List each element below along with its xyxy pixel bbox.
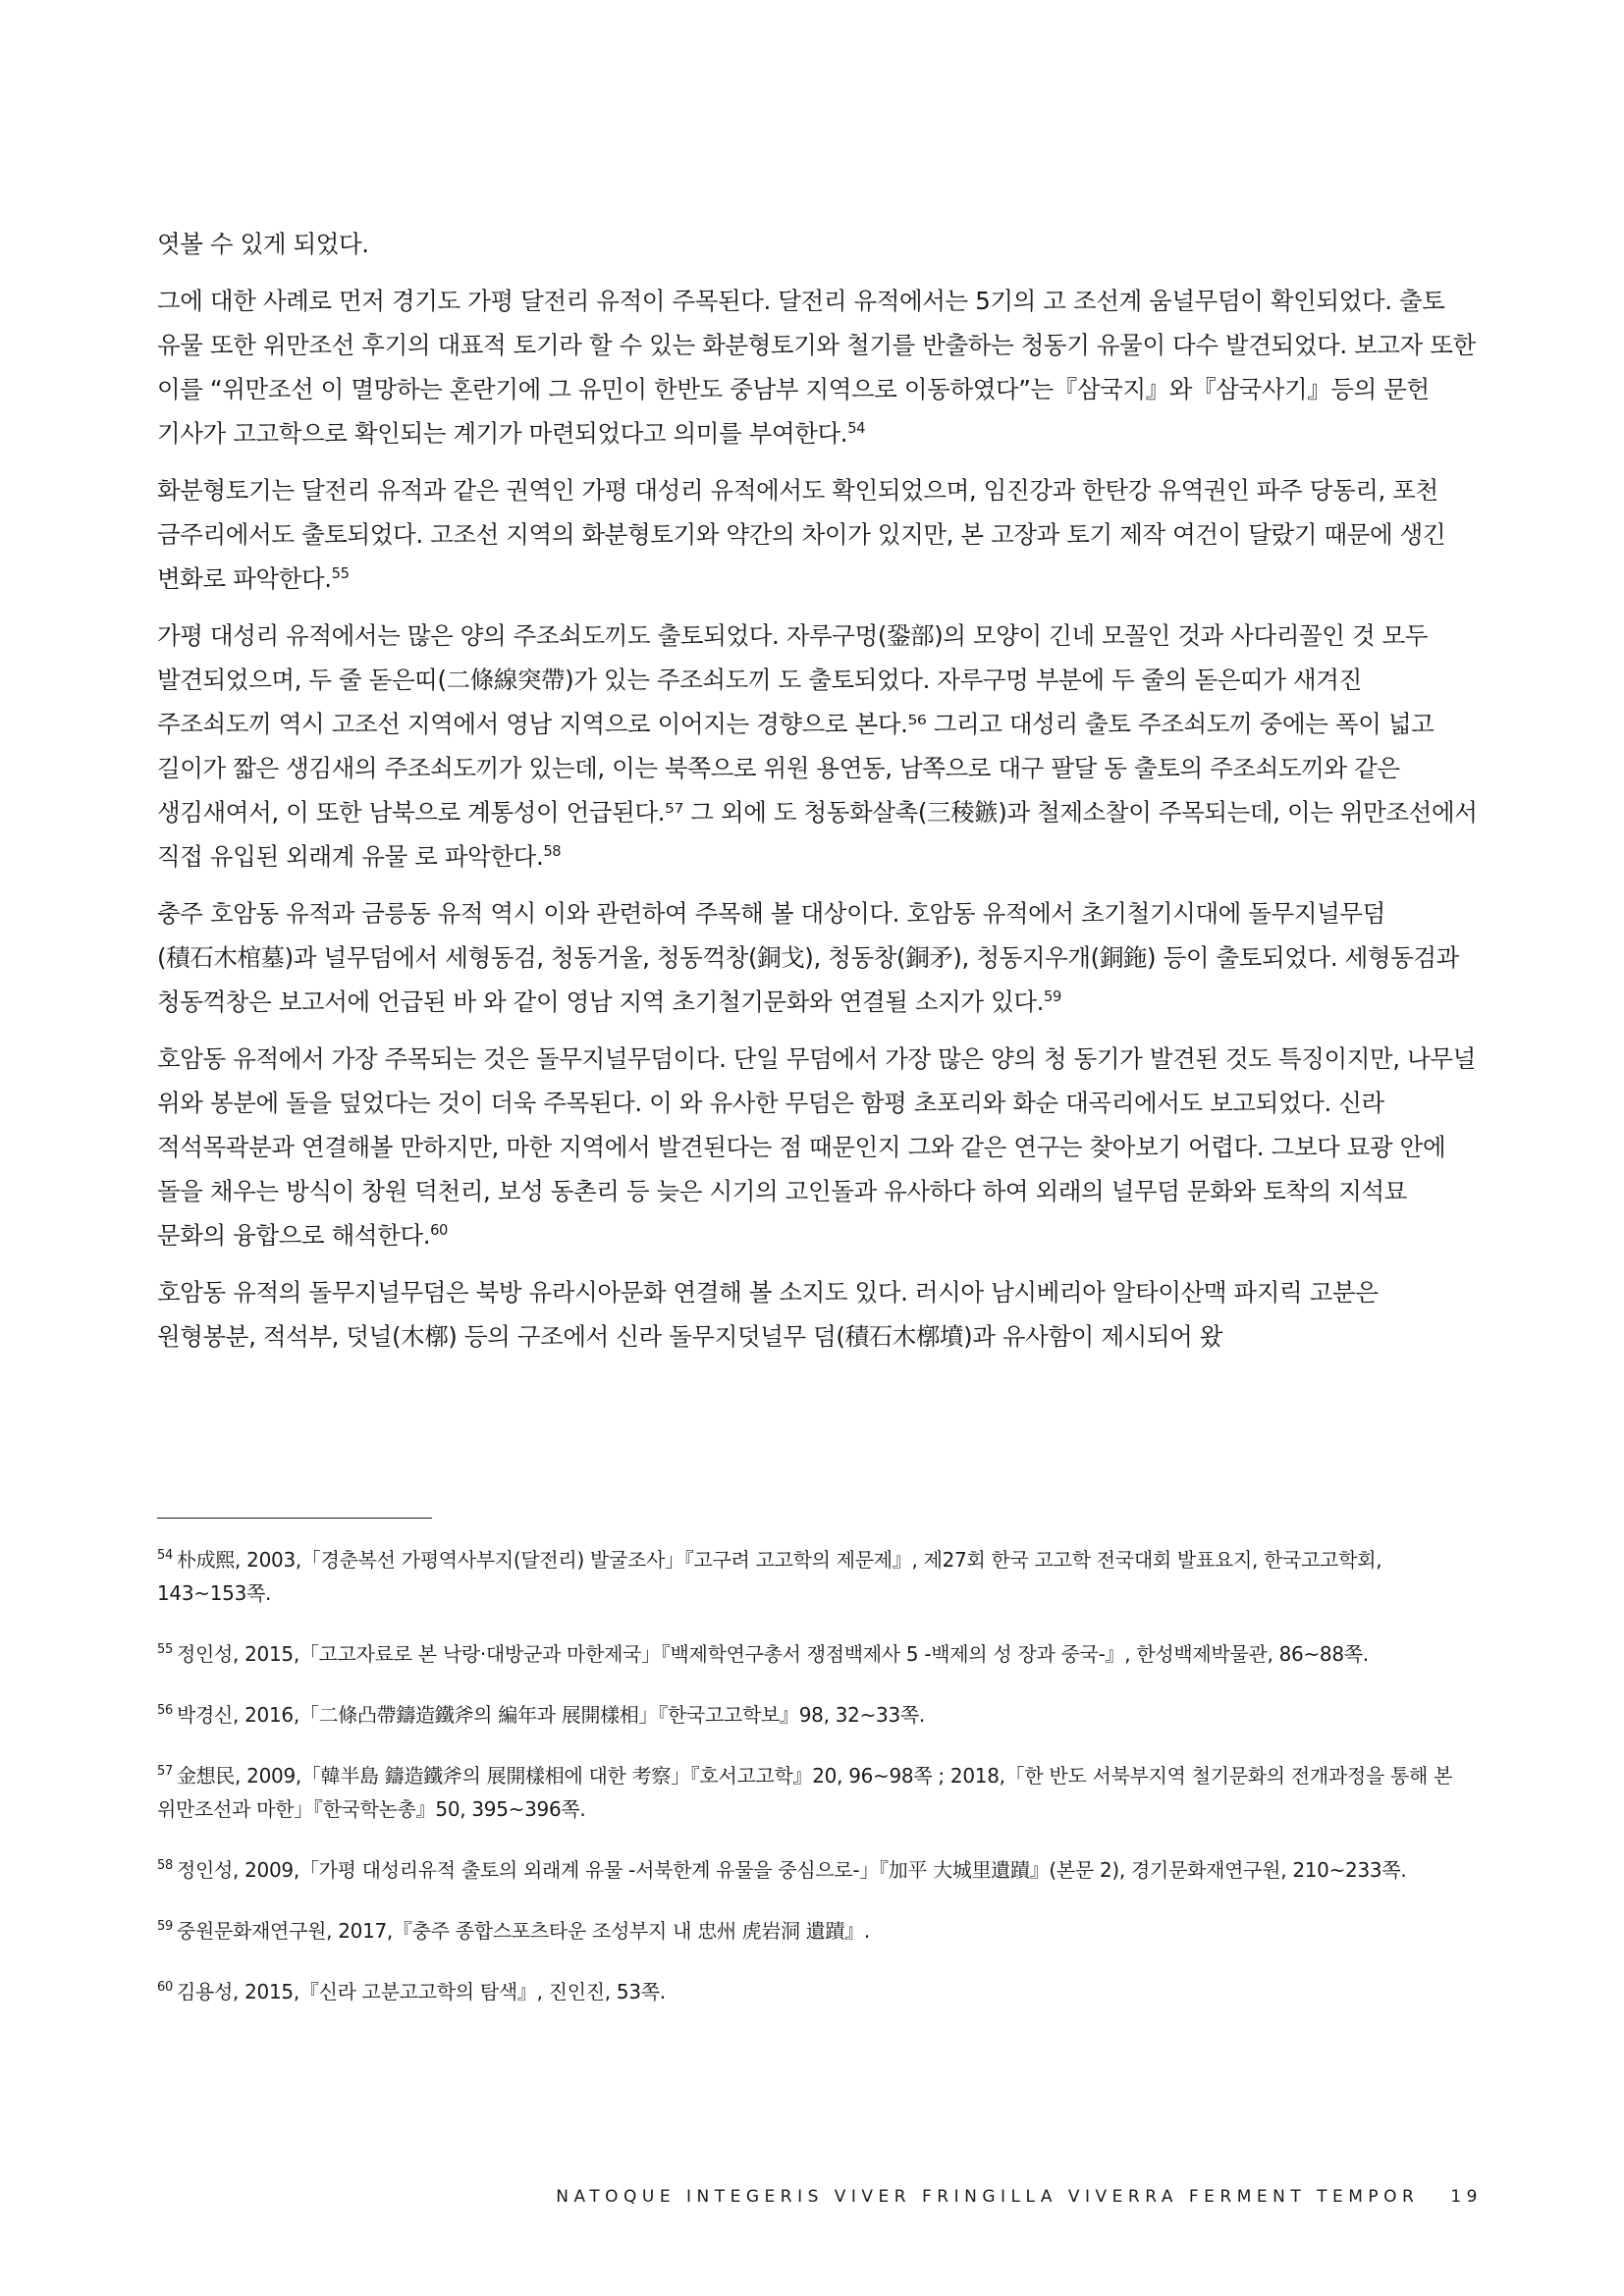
- footnote-number: 58: [157, 1858, 173, 1874]
- paragraph: 호암동 유적의 돌무지널무덤은 북방 유라시아문화 연결해 볼 소지도 있다. 러시아 남시베리아 알타이산맥 파지릭 고분은 원형봉분, 적석부, 덧널(木槨) 등의 구조에서 신라 돌무지덧널무 덤(積石木槨墳)과 유사함이 제시되어 왔: [157, 1278, 1379, 1351]
- footnote-number: 60: [157, 1980, 173, 1996]
- footnote-number: 54: [157, 1548, 173, 1564]
- paragraph: 엿볼 수 있게 되었다.: [157, 230, 369, 258]
- footnote-ref[interactable]: 58: [543, 842, 562, 860]
- footnote-ref[interactable]: 55: [331, 564, 350, 582]
- footnote-divider: [157, 1518, 432, 1519]
- footnote-ref[interactable]: 54: [847, 419, 866, 437]
- footnote-text: 박경신, 2016,「二條凸帶鑄造鐵斧의 編年과 展開樣相」『한국고고학보』98, 32~33쪽.: [176, 1703, 925, 1727]
- paragraph: 화분형토기는 달전리 유적과 같은 권역인 가평 대성리 유적에서도 확인되었으며, 임진강과 한탄강 유역권인 파주 당동리, 포천 금주리에서도 출토되었다. 고조선 지역의 화분형토기와 약간의 차이가 있지만, 본 고장과 토기 제작 여건이 달랐기 때문에 생긴 변화로 파악한다.$^{55}$: [157, 476, 1446, 593]
- footnote-text: 김용성, 2015,『신라 고분고고학의 탐색』, 진인진, 53쪽.: [176, 1980, 666, 2003]
- footnote-ref[interactable]: 59: [1044, 988, 1061, 1005]
- paragraph: 가평 대성리 유적에서는 많은 양의 주조쇠도끼도 출토되었다. 자루구멍(銎部)의 모양이 긴네 모꼴인 것과 사다리꼴인 것 모두 발견되었으며, 두 줄 돋은띠(二條線突帶)가 있는 주조쇠도끼 도 출토되었다. 자루구멍 부분에 두 줄의 돋은띠가 새겨진 주조쇠도끼 역시 고조선 지역에서 영남 지역으로 이어지는 경향으로 본다.⁵⁶ 그리고 대성리 출토 주조쇠도끼 중에는 폭이 넓고 길이가 짧은 생김새의 주조쇠도끼가 있는데, 이는 북쪽으로 위원 용연동, 남쪽으로 대구 팔달 동 출토의 주조쇠도끼와 같은 생김새여서, 이 또한 남북으로 계통성이 언급된다.⁵⁷ 그 외에 도 청동화살촉(三稜鏃)과 철제소찰이 주목되는데, 이는 위만조선에서 직접 유입된 외래계 유물 로 파악한다.$^{58}$: [157, 621, 1478, 871]
- footnote-text: 金想民, 2009,「韓半島 鑄造鐵斧의 展開樣相에 대한 考察」『호서고고학』20, 96~98쪽 ; 2018,「한 반도 서북부지역 철기문화의 전개과정을 통해 본 위만조선과 마한」『한국학논총』50, 395~396쪽.: [157, 1764, 1453, 1821]
- body-text: [157, 222, 1478, 1371]
- paragraph: 그에 대한 사례로 먼저 경기도 가평 달전리 유적이 주목된다. 달전리 유적에서는 5기의 고 조선계 움널무덤이 확인되었다. 출토 유물 또한 위만조선 후기의 대표적 토기라 할 수 있는 화분형토기와 철기를 반출하는 청동기 유물이 다수 발견되었다. 보고자 또한 이를 “위만조선 이 멸망하는 혼란기에 그 유민이 한반도 중남부 지역으로 이동하였다”는『삼국지』와『삼국사기』등의 문헌 기사가 고고학으로 확인되는 계기가 마련되었다고 의미를 부여한다.$^{54}$: [157, 287, 1476, 448]
- footnote-text: 정인성, 2009,「가평 대성리유적 출토의 외래계 유물 -서북한계 유물을 중심으로-」『加平 大城里遺蹟』(본문 2), 경기문화재연구원, 210~233쪽.: [176, 1858, 1407, 1882]
- running-footer: [422, 2187, 1483, 2207]
- footnote: [157, 1698, 1478, 1732]
- footnote-number: 59: [157, 1919, 173, 1935]
- footnote: [157, 1637, 1478, 1671]
- footnote-text: 중원문화재연구원, 2017,『충주 종합스포츠타운 조성부지 내 忠州 虎岩洞 遺蹟』.: [176, 1919, 870, 1943]
- footnote: [157, 1914, 1478, 1948]
- footnote: [157, 1759, 1478, 1826]
- running-footer-title: NATOQUE INTEGERIS VIVER FRINGILLA VIVERRA FERMENT TEMPOR: [556, 2187, 1420, 2207]
- footnote: [157, 1975, 1478, 2008]
- footnote-number: 57: [157, 1764, 173, 1780]
- footnote-text: 정인성, 2015,「고고자료로 본 낙랑·대방군과 마한제국」『백제학연구총서 쟁점백제사 5 -백제의 성 장과 중국-』, 한성백제박물관, 86~88쪽.: [176, 1642, 1369, 1666]
- footnote-number: 56: [157, 1703, 173, 1719]
- footnote-text: 朴成熙, 2003,「경춘복선 가평역사부지(달전리) 발굴조사」『고구려 고고학의 제문제』, 제27회 한국 고고학 전국대회 발표요지, 한국고고학회, 143~153쪽.: [157, 1548, 1382, 1605]
- footnote-number: 55: [157, 1642, 173, 1658]
- paragraph: 충주 호암동 유적과 금릉동 유적 역시 이와 관련하여 주목해 볼 대상이다. 호암동 유적에서 초기철기시대에 돌무지널무덤(積石木棺墓)과 널무덤에서 세형동검, 청동거울, 청동꺽창(銅戈), 청동창(銅矛), 청동지우개(銅鉇) 등이 출토되었다. 세형동검과 청동꺽창은 보고서에 언급된 바 와 같이 영남 지역 초기철기문화와 연결될 소지가 있다.$^{59}$: [157, 899, 1459, 1016]
- paragraph: 호암동 유적에서 가장 주목되는 것은 돌무지널무덤이다. 단일 무덤에서 가장 많은 양의 청 동기가 발견된 것도 특징이지만, 나무널 위와 봉분에 돌을 덮었다는 것이 더욱 주목된다. 이 와 유사한 무덤은 함평 초포리와 화순 대곡리에서도 보고되었다. 신라 적석목곽분과 연결해볼 만하지만, 마한 지역에서 발견된다는 점 때문인지 그와 같은 연구는 찾아보기 어렵다. 그보다 묘광 안에 돌을 채우는 방식이 창원 덕천리, 보성 동촌리 등 늦은 시기의 고인돌과 유사하다 하여 외래의 널무덤 문화와 토착의 지석묘 문화의 융합으로 해석한다.$^{60}$: [157, 1044, 1476, 1250]
- footnote: [157, 1543, 1478, 1610]
- page-number: 19: [1450, 2187, 1483, 2207]
- footnotes: [157, 1543, 1478, 2036]
- footnote: [157, 1853, 1478, 1887]
- footnote-ref[interactable]: 60: [430, 1221, 448, 1239]
